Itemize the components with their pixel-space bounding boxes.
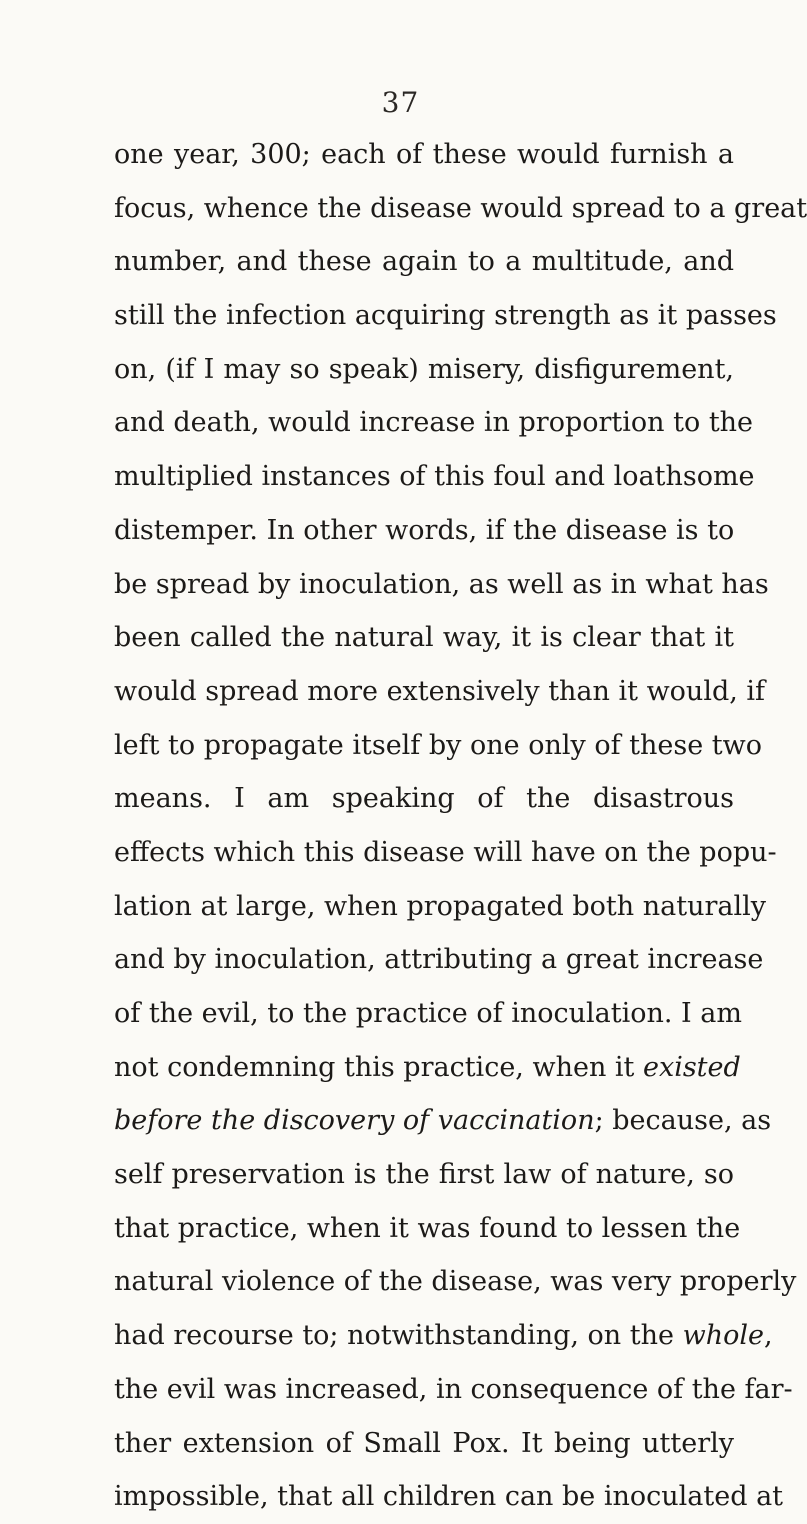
text-span: had recourse to; notwithstanding, on the [114, 1320, 683, 1352]
text-span: effects which this disease will have on the popu- [114, 836, 777, 868]
text-line-8 [114, 504, 734, 558]
text-span: on, (if I may so speak) misery, disfigurement, [114, 353, 734, 385]
text-span: left to propagate itself by one only of these two [114, 729, 762, 761]
text-line-19 [114, 1094, 772, 1148]
text-span: one year, 300; each of these would furnish a [114, 139, 734, 170]
text-span: means. I am speaking of the disastrous [114, 783, 734, 815]
text-span: distemper. In other words, if the disease is to [114, 514, 735, 546]
text-line-5 [114, 343, 734, 397]
text-line-6 [114, 396, 754, 450]
text-span: focus, whence the disease would spread to a great [114, 192, 807, 224]
text-line-14 [114, 826, 777, 880]
text-span: and by inoculation, attributing a great increase [114, 944, 764, 976]
text-span: lation at large, when propagated both naturally [114, 890, 767, 922]
text-span: and death, would increase in proportion to the [114, 407, 754, 439]
text-line-11 [114, 665, 766, 719]
text-line-1 [114, 128, 734, 182]
text-span: , [763, 1320, 773, 1352]
text-span: of the evil, to the practice of inoculation. I am [114, 998, 742, 1029]
body-text [114, 128, 807, 1524]
text-span: would spread more extensively than it would, if [114, 675, 766, 707]
text-line-25 [114, 1417, 734, 1471]
text-span: self preservation is the first law of nature, so [114, 1159, 734, 1191]
text-span: ther extension of Small Pox. It being utterly [114, 1427, 734, 1459]
text-line-13 [114, 772, 734, 826]
text-line-24 [114, 1363, 793, 1417]
text-line-10 [114, 611, 734, 665]
text-line-3 [114, 235, 734, 289]
text-line-12 [114, 719, 762, 773]
text-line-15 [114, 880, 767, 934]
text-line-9 [114, 558, 769, 612]
text-line-4 [114, 289, 777, 343]
text-span: number, and these again to a multitude, and [114, 246, 734, 278]
page-number: 37 [381, 86, 420, 119]
text-line-20 [114, 1148, 734, 1202]
text-span: be spread by inoculation, as well as in what has [114, 568, 769, 600]
text-line-18 [114, 1041, 741, 1095]
italic-span: existed [642, 1051, 741, 1083]
text-line-7 [114, 450, 755, 504]
text-line-26 [114, 1470, 784, 1524]
text-span: multiplied instances of this foul and loathsome [114, 461, 755, 493]
text-line-17 [114, 987, 742, 1041]
text-span: that practice, when it was found to lessen the [114, 1212, 741, 1244]
text-span: impossible, that all children can be inoculated at [114, 1481, 784, 1513]
text-line-22 [114, 1255, 797, 1309]
italic-span: before the discovery of vaccination [114, 1105, 595, 1137]
text-span: still the infection acquiring strength as it passes [114, 300, 777, 332]
text-line-16 [114, 933, 764, 987]
text-span: natural violence of the disease, was very properly [114, 1266, 797, 1298]
text-line-2 [114, 182, 807, 236]
text-span: not condemning this practice, when it [114, 1051, 643, 1083]
text-line-23 [114, 1309, 773, 1363]
italic-span: whole [682, 1320, 764, 1352]
text-span: the evil was increased, in consequence of the far- [114, 1373, 793, 1405]
text-span: ; because, as [594, 1105, 772, 1137]
text-line-21 [114, 1202, 741, 1256]
text-span: been called the natural way, it is clear that it [114, 622, 734, 654]
